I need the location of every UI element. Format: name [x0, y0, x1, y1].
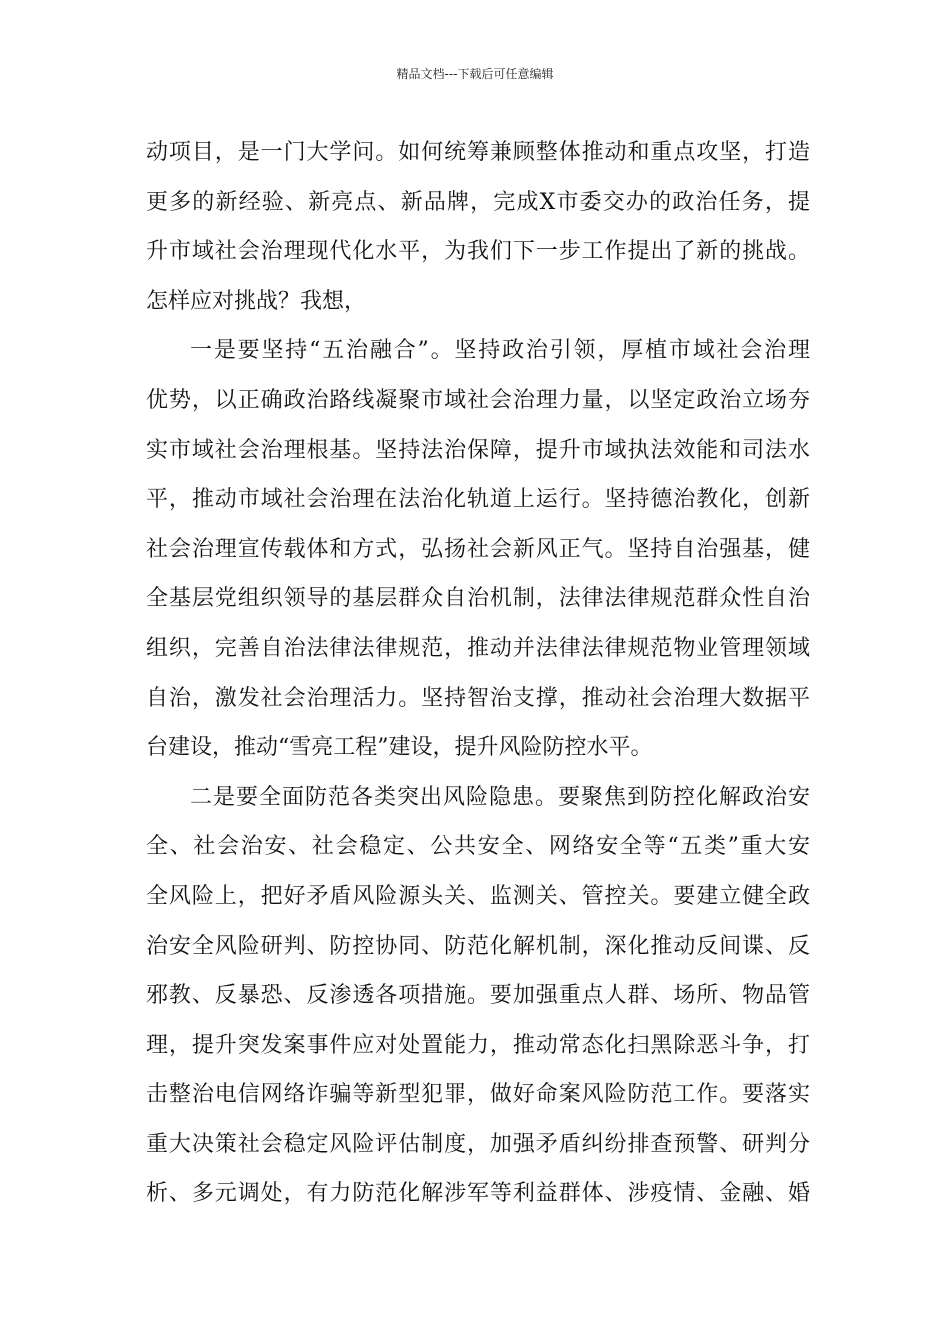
text-line: 怎样应对挑战？我想，: [146, 288, 367, 314]
text-line: 升市域社会治理现代化水平，为我们下一步工作提出了新的挑战。: [146, 239, 810, 265]
text-line: 动项目，是一门大学问。如何统筹兼顾整体推动和重点攻坚，打造: [146, 140, 810, 165]
text-line: 重大决策社会稳定风险评估制度，加强矛盾纠纷排查预警、研判分: [146, 1131, 810, 1157]
text-line: 全风险上，把好矛盾风险源头关、监测关、管控关。要建立健全政: [146, 883, 810, 909]
text-line: 全基层党组织领导的基层群众自治机制，法律法律规范群众性自治: [146, 586, 810, 612]
page-header: 精品文档---下载后可任意编辑: [396, 67, 554, 81]
text-line: 优势，以正确政治路线凝聚市域社会治理力量，以坚定政治立场夯: [146, 387, 810, 413]
paragraph-1: [146, 128, 810, 326]
text-line: 二是要全面防范各类突出风险隐患。要聚焦到防控化解政治安: [190, 784, 810, 810]
text-line: 击整治电信网络诈骗等新型犯罪，做好命案风险防范工作。要落实: [146, 1082, 810, 1108]
text-line: 一是要坚持“五治融合”。坚持政治引领，厚植市域社会治理: [190, 338, 810, 364]
text-line: 实市域社会治理根基。坚持法治保障，提升市域执法效能和司法水: [146, 437, 810, 463]
document-body: [146, 128, 810, 1219]
text-line: 析、多元调处，有力防范化解涉军等利益群体、涉疫情、金融、婚: [146, 1181, 810, 1207]
text-line: 自治，激发社会治理活力。坚持智治支撑，推动社会治理大数据平: [146, 685, 810, 711]
paragraph-2: [146, 326, 810, 772]
paragraph-3: [146, 773, 810, 1219]
text-line: 全、社会治安、社会稳定、公共安全、网络安全等“五类”重大安: [146, 834, 810, 860]
text-line: 更多的新经验、新亮点、新品牌，完成X市委交办的政治任务，提: [146, 189, 810, 215]
text-line: 治安全风险研判、防控协同、防范化解机制，深化推动反间谍、反: [146, 933, 810, 959]
text-line: 理，提升突发案事件应对处置能力，推动常态化扫黑除恶斗争，打: [146, 1032, 810, 1058]
text-line: 邪教、反暴恐、反渗透各项措施。要加强重点人群、场所、物品管: [146, 983, 810, 1009]
text-line: 组织，完善自治法律法律规范，推动并法律法律规范物业管理领域: [146, 635, 810, 661]
text-line: 社会治理宣传载体和方式，弘扬社会新风正气。坚持自治强基，健: [146, 536, 810, 562]
text-line: 平，推动市域社会治理在法治化轨道上运行。坚持德治教化，创新: [146, 487, 810, 513]
text-line: 台建设，推动“雪亮工程”建设，提升风险防控水平。: [146, 735, 653, 761]
